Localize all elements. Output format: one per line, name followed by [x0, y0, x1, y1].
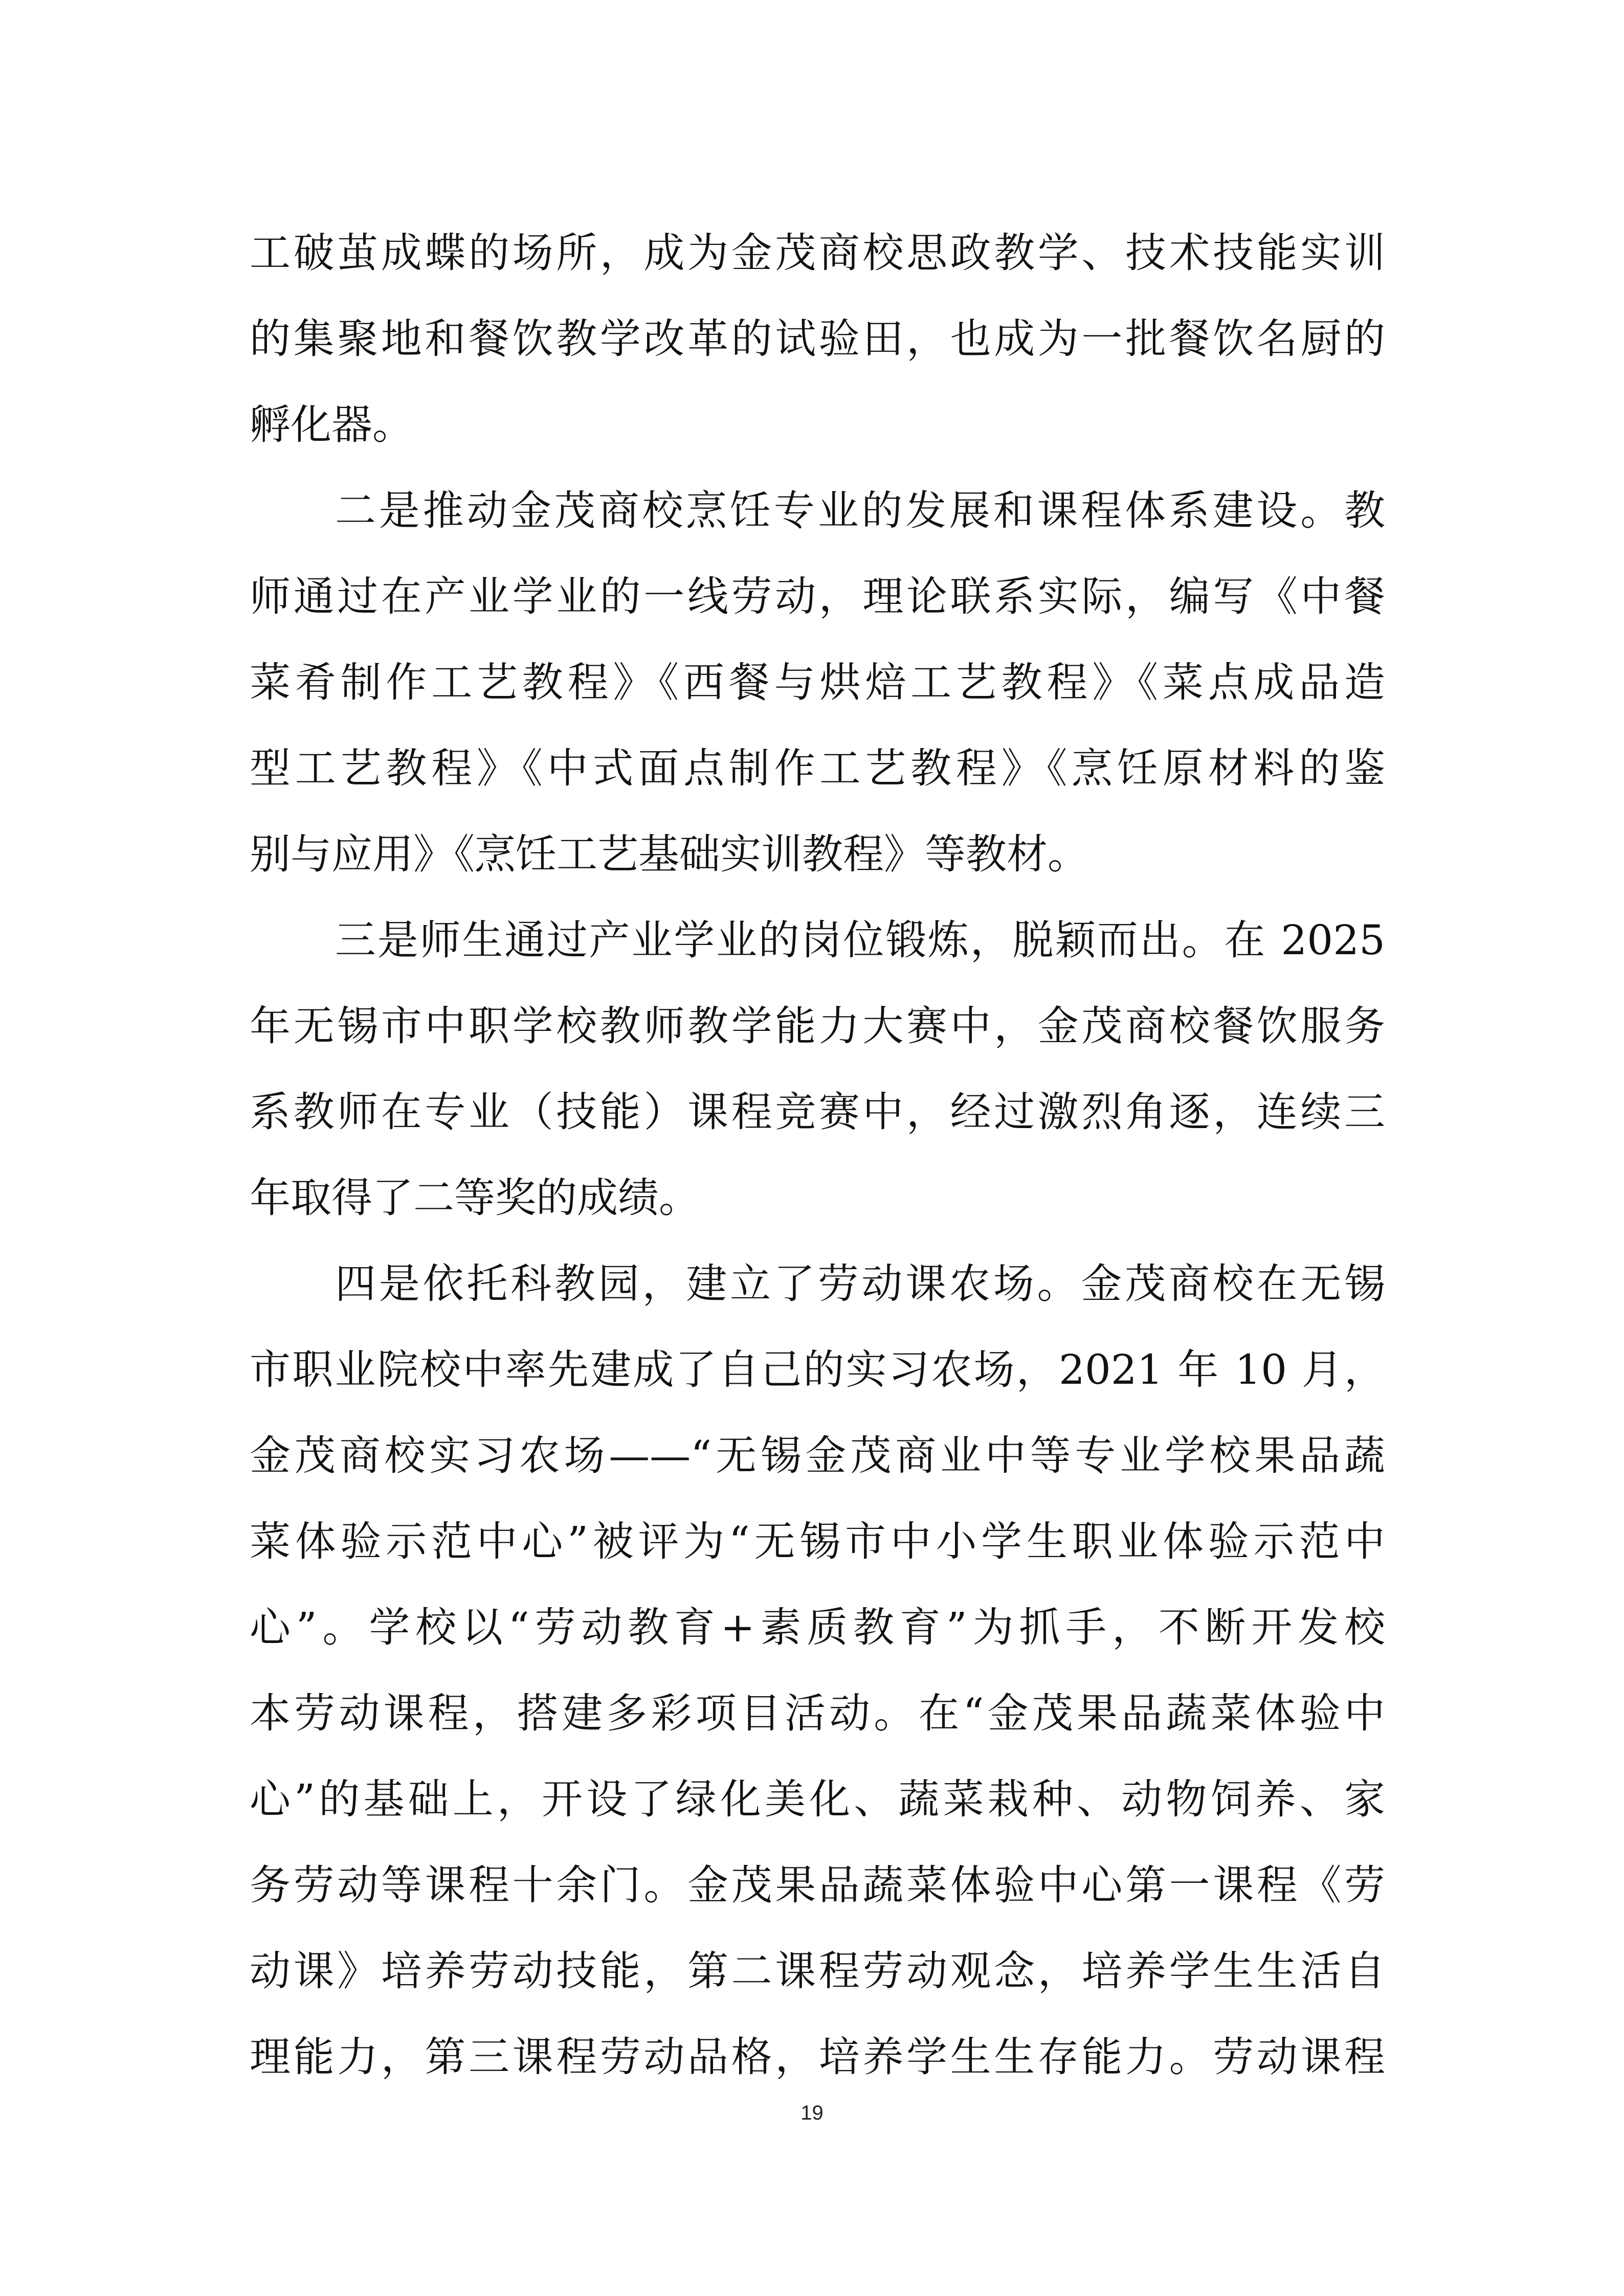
- text-line: 金茂商校实习农场——“无锡金茂商业中等专业学校果品蔬: [250, 1432, 1385, 1479]
- page-number: 19: [800, 2102, 824, 2124]
- paragraph-3-start: 三是师生通过产业学业的岗位锻炼，脱颖而出。在 2025: [335, 916, 1385, 964]
- text-line: 年无锡市中职学校教师教学能力大赛中，金茂商校餐饮服务: [250, 1002, 1385, 1050]
- paragraph-2-start: 二是推动金茂商校烹饪专业的发展和课程体系建设。教: [335, 487, 1385, 534]
- text-line: 市职业院校中率先建成了自己的实习农场，2021 年 10 月，: [250, 1346, 1385, 1393]
- text-line: 别与应用》《烹饪工艺基础实训教程》等教材。: [250, 830, 1088, 878]
- text-line: 的集聚地和餐饮教学改革的试验田，也成为一批餐饮名厨的: [250, 315, 1385, 363]
- text-line: 心”。学校以“劳动教育+素质教育”为抓手，不断开发校: [250, 1604, 1385, 1651]
- text-line: 务劳动等课程十余门。金茂果品蔬菜体验中心第一课程《劳: [250, 1861, 1385, 1909]
- text-line: 孵化器。: [250, 401, 413, 448]
- text-line: 菜肴制作工艺教程》《西餐与烘焙工艺教程》《菜点成品造: [250, 659, 1385, 706]
- paragraph-4-start: 四是依托科教园，建立了劳动课农场。金茂商校在无锡: [335, 1260, 1385, 1308]
- text-line: 心”的基础上，开设了绿化美化、蔬菜栽种、动物饲养、家: [250, 1775, 1385, 1823]
- text-line: 师通过在产业学业的一线劳动，理论联系实际，编写《中餐: [250, 573, 1385, 620]
- text-line: 菜体验示范中心”被评为“无锡市中小学生职业体验示范中: [250, 1518, 1385, 1565]
- text-line: 动课》培养劳动技能，第二课程劳动观念，培养学生生活自: [250, 1947, 1385, 1995]
- text-line: 年取得了二等奖的成绩。: [250, 1174, 700, 1222]
- text-line: 理能力，第三课程劳动品格，培养学生生存能力。劳动课程: [250, 2033, 1385, 2081]
- text-line: 工破茧成蝶的场所，成为金茂商校思政教学、技术技能实训: [250, 229, 1385, 277]
- text-line: 系教师在专业（技能）课程竞赛中，经过激烈角逐，连续三: [250, 1088, 1385, 1136]
- text-line: 型工艺教程》《中式面点制作工艺教程》《烹饪原材料的鉴: [250, 745, 1385, 792]
- text-line: 本劳动课程，搭建多彩项目活动。在“金茂果品蔬菜体验中: [250, 1690, 1385, 1737]
